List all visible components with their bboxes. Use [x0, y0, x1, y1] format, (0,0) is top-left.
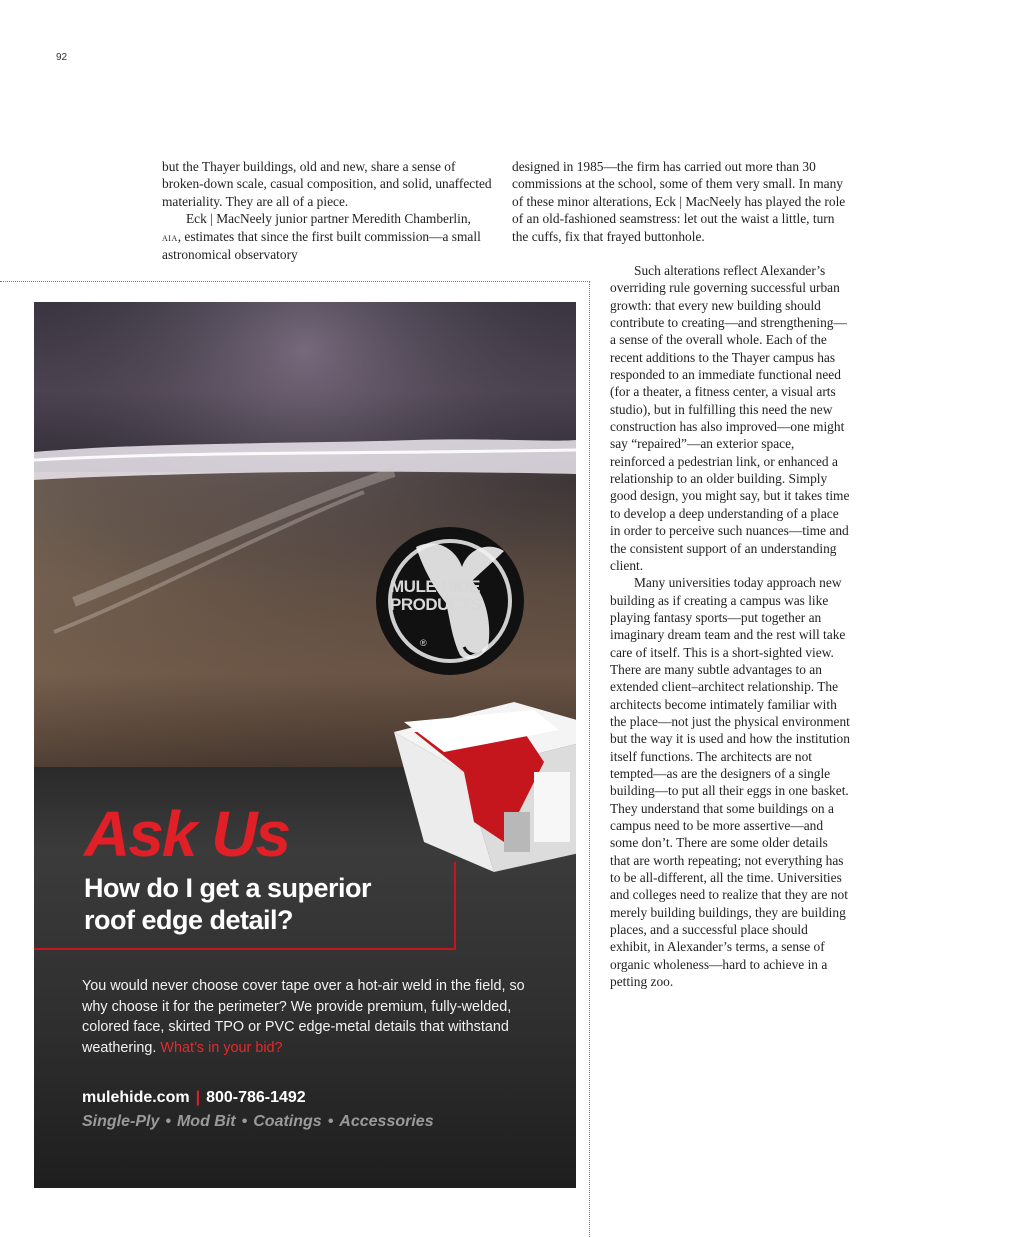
article-paragraph: designed in 1985—the firm has carried out more than 30 commissions at the school, some of them very small. In many of these minor alterations, Eck | MacNeely has played the role of an old-fashioned seamstress: let out the waist a little, turn the cuffs, fix that frayed buttonhole.	[512, 159, 846, 244]
ad-website-link[interactable]: mulehide.com	[82, 1089, 190, 1106]
ad-body-text	[82, 976, 542, 1058]
article-text: , estimates that since the first built commission—a small astronomical observatory	[162, 228, 481, 263]
ad-product-list	[82, 1112, 434, 1132]
product-item: Single-Ply	[82, 1113, 160, 1130]
contact-separator: |	[195, 1089, 201, 1106]
article-column-left-top	[162, 158, 492, 263]
roof-edge-product-image	[384, 702, 576, 872]
red-divider-horizontal	[34, 948, 454, 950]
article-paragraph: Such alterations reflect Alexander’s overriding rule governing successful urban growth: that every new building should contribute to creating—and strengthening—a sense of the overall whole. Each of the recent additions to the Thayer campus has responded to an immediate functional need (for a theater, a fitness center, a visual arts studio), but in fulfilling this need the new construction has also improved—one might say “repaired”—an exterior space, reinforced a pedestrian link, or enhanced a relationship to an older building. Simply good design, you might say, but it takes time to develop a deep understanding of a place in order to perceive such nuances—time and the consistent support of an understanding client.	[610, 263, 850, 573]
dotted-divider-vertical	[589, 281, 590, 1237]
article-paragraph	[162, 210, 492, 263]
ad-phone-number[interactable]: 800-786-1492	[206, 1089, 306, 1106]
bullet-separator: •	[241, 1113, 248, 1130]
aia-abbreviation: aia	[162, 229, 178, 244]
mule-hide-logo-text	[390, 578, 480, 614]
ad-body-copy: You would never choose cover tape over a hot-air weld in the field, so why choose it for the perimeter? We provide premium, fully-welded, colored face, skirted TPO or PVC edge-metal details that withstand weathering.	[82, 978, 525, 1056]
bullet-separator: •	[165, 1113, 171, 1130]
product-item: Coatings	[253, 1113, 322, 1130]
article-column-mid-top	[512, 158, 852, 245]
ad-headline: Ask Us	[84, 798, 289, 870]
red-divider-vertical	[454, 862, 456, 950]
logo-line: PRODUCTS	[390, 595, 482, 614]
ad-cta-link[interactable]: What’s in your bid?	[160, 1039, 283, 1056]
product-item: Mod Bit	[176, 1113, 236, 1130]
ad-question-line: roof edge detail?	[84, 905, 294, 935]
article-column-right	[610, 262, 850, 990]
dotted-divider-horizontal	[0, 281, 590, 282]
article-paragraph: Many universities today approach new building as if creating a campus was like playing fantasy sports—put together an imaginary dream team and the rest will take care of itself. This is a short-sighted view. There are many subtle advantages to an extended client–architect relationship. The architects become intimately familiar with the place—not just the physical environment but the way it is used and how the institution itself functions. The architects are not tempted—as are the designers of a single building—to put all their eggs in one basket. They understand that some buildings on a campus need to be more assertive—and some don’t. There are some older details that are worth repeating; not everything has to be all-different, all the time. Universities and colleges need to realize that they are not merely building buildings, they are building places, and a successful place should exhibit, in Alexander’s terms, a sense of organic wholeness—hard to achieve in a petting zoo.	[610, 575, 850, 990]
advertisement[interactable]	[34, 302, 576, 1188]
ad-question-line: How do I get a superior	[84, 873, 372, 903]
logo-line: MULE-HIDE	[390, 577, 480, 596]
ad-question	[84, 872, 424, 936]
article-paragraph: but the Thayer buildings, old and new, share a sense of broken-down scale, casual composition, and solid, unaffected materiality. They are all of a piece.	[162, 159, 492, 209]
product-item: Accessories	[339, 1113, 434, 1130]
ad-contact-line	[82, 1088, 306, 1108]
article-text: Eck | MacNeely junior partner Meredith Chamberlin,	[186, 211, 471, 227]
bullet-separator: •	[327, 1113, 334, 1130]
page-number: 92	[56, 52, 68, 63]
registered-mark: ®	[420, 638, 427, 648]
